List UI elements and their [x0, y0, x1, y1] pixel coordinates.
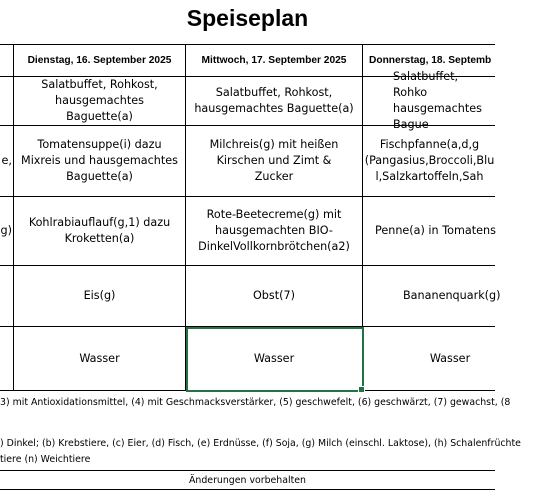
menu-cell-thursday-second[interactable] — [363, 197, 495, 265]
cell-text: g) — [0, 224, 12, 237]
header-label: Donnerstag, 18. Septemb — [369, 54, 492, 66]
cell-text: Fischpfanne(a,d,g (Pangasius,Broccoli,Blu l,Salzkartoffeln,Sah — [364, 138, 495, 183]
cell-text: Bananenquark(g) — [403, 289, 501, 302]
cell-text: e, — [1, 154, 12, 167]
menu-cell-tuesday-dessert[interactable] — [14, 266, 185, 326]
page-title: Speiseplan — [186, 5, 309, 31]
footer-divider — [0, 489, 495, 490]
menu-cell-wednesday-second[interactable] — [186, 197, 362, 265]
column-header-tuesday[interactable] — [14, 45, 185, 76]
cell-text: Obst(7) — [253, 289, 295, 302]
menu-cell-thursday-main[interactable] — [363, 126, 495, 196]
menu-cell-wednesday-main[interactable] — [186, 126, 362, 196]
cell-text: Salatbuffet, Rohko hausgemachtes Bague — [393, 70, 482, 131]
cell-text: Kohlrabiauflauf(g,1) dazu Kroketten(a) — [28, 216, 171, 245]
column-header-wednesday[interactable] — [186, 45, 362, 76]
additives-legend: 3) mit Antioxidationsmittel, (4) mit Geschmacksverstärker, (5) geschwefelt, (6) geschwärzt, (7) gewachst, (8 — [0, 397, 511, 408]
header-label: Dienstag, 16. September 2025 — [27, 54, 172, 66]
cell-text: Wasser — [429, 351, 471, 365]
fill-handle[interactable] — [358, 386, 365, 393]
menu-cell-tuesday-salad[interactable] — [14, 77, 185, 125]
menu-cell-tuesday-second[interactable] — [14, 197, 185, 265]
cell-text: Salatbuffet, Rohkost, hausgemachtes Baguette(a) — [194, 86, 354, 115]
cell-text: Salatbuffet, Rohkost, hausgemachtes Baguette(a) — [41, 78, 158, 123]
cell-selection[interactable] — [186, 327, 364, 392]
cell-text: Milchreis(g) mit heißen Kirschen und Zimt & Zucker — [209, 138, 339, 183]
menu-cell-thursday-salad[interactable] — [363, 70, 495, 131]
footer-divider — [0, 470, 495, 471]
menu-cell[interactable] — [0, 197, 12, 265]
menu-cell-thursday-dessert[interactable] — [363, 266, 501, 326]
menu-cell-wednesday-dessert[interactable] — [186, 266, 362, 326]
changes-note: Änderungen vorbehalten — [189, 475, 306, 486]
menu-cell-tuesday-drink[interactable] — [14, 327, 185, 390]
allergens-legend: ) Dinkel; (b) Krebstiere, (c) Eier, (d) Fisch, (e) Erdnüsse, (f) Soja, (g) Milch (einschl. Laktose), (h) Schalenfrüchte — [0, 438, 521, 449]
header-label: Mittwoch, 17. September 2025 — [201, 54, 347, 66]
cell-text: Wasser — [253, 351, 295, 365]
menu-cell[interactable] — [0, 126, 12, 196]
allergens-legend-line2: tiere (n) Weichtiere — [0, 454, 91, 465]
menu-cell-thursday-drink[interactable] — [363, 327, 537, 390]
cell-text: Tomatensuppe(i) dazu Mixreis und hausgemachtes Baguette(a) — [21, 138, 178, 183]
cell-text: Wasser — [79, 351, 120, 365]
cell-text: Rote-Beetecreme(g) mit hausgemachten BIO-DinkelVollkornbrötchen(a2) — [198, 208, 350, 253]
cell-text: Penne(a) in Tomatens — [375, 224, 496, 237]
menu-cell-tuesday-main[interactable] — [14, 126, 185, 196]
menu-cell-wednesday-salad[interactable] — [186, 77, 362, 125]
cell-text: Eis(g) — [83, 289, 116, 302]
